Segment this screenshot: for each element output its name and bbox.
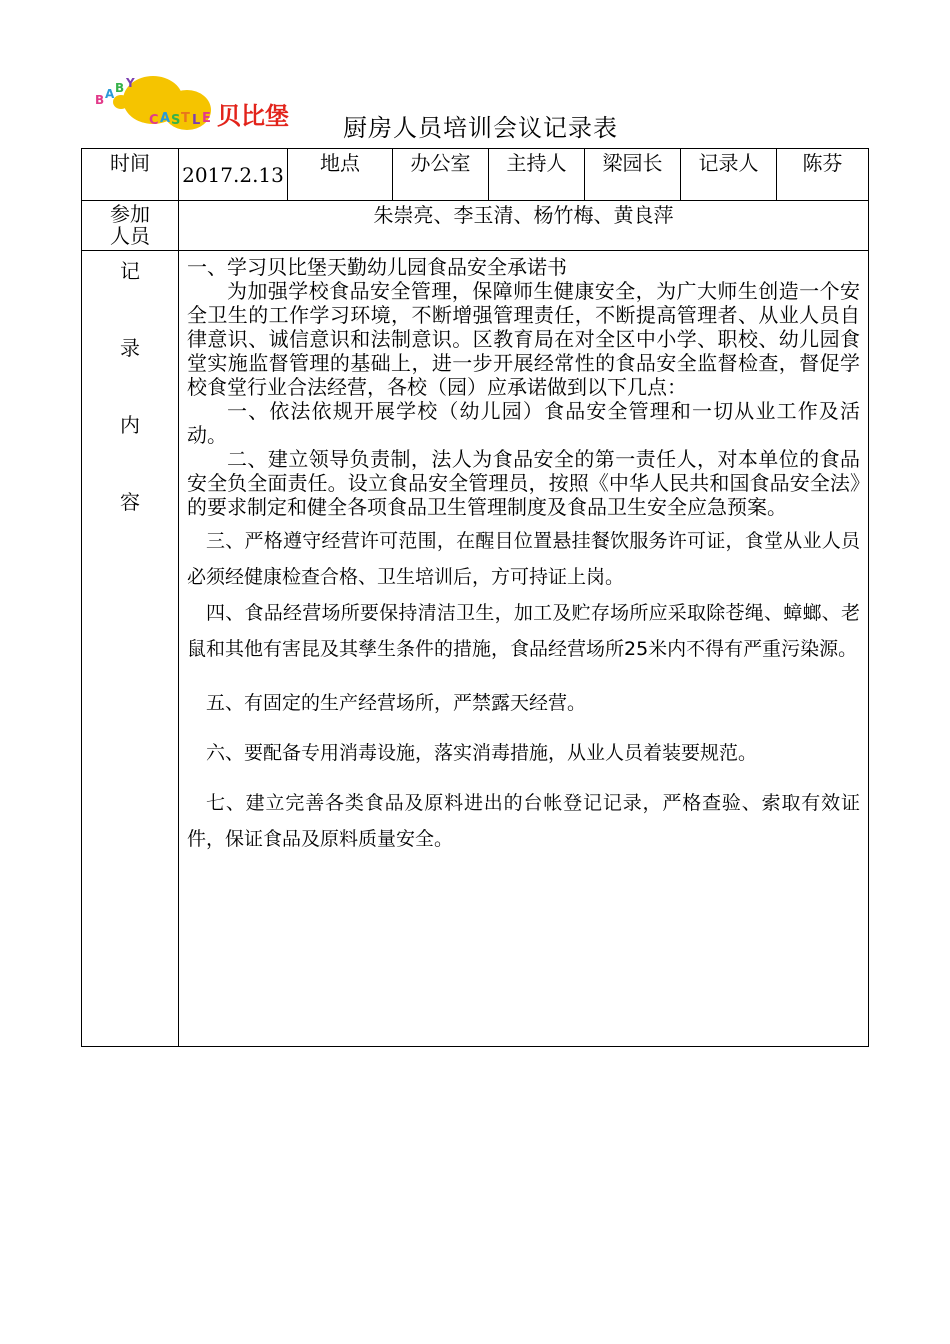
svg-text:B: B	[95, 93, 105, 107]
time-value: 2017.2.13	[179, 149, 288, 201]
table-row-content	[82, 251, 869, 1047]
content-paragraph: 三、严格遵守经营许可范围，在醒目位置悬挂餐饮服务许可证，食堂从业人员必须经健康检查合格、卫生培训后，方可持证上岗。	[187, 530, 860, 588]
svg-text:L: L	[192, 113, 201, 128]
host-label: 主持人	[489, 149, 585, 201]
svg-text:A: A	[160, 111, 171, 126]
svg-text:C: C	[149, 113, 159, 128]
page-title: 厨房人员培训会议记录表	[343, 114, 618, 142]
participants-value: 朱崇亮、李玉清、杨竹梅、黄良萍	[179, 201, 869, 251]
table-row-meta	[82, 149, 869, 201]
svg-text:S: S	[171, 113, 181, 128]
participants-label: 参加人员	[82, 201, 179, 251]
recorder-value: 陈芬	[777, 149, 869, 201]
place-value: 办公室	[393, 149, 489, 201]
meeting-record-table	[81, 148, 869, 1047]
baby-castle-logo	[95, 72, 335, 134]
svg-text:E: E	[202, 111, 211, 126]
content-paragraph: 为加强学校食品安全管理，保障师生健康安全，为广大师生创造一个安全卫生的工作学习环境，不断增强管理责任，不断提高管理者、从业人员自律意识、诚信意识和法制意识。区教育局在对全区中小学、职校、幼儿园食堂实施监督管理的基础上，进一步开展经常性的食品安全监督检查，督促学校食堂行业合法经营，各校（园）应承诺做到以下几点：	[187, 279, 860, 399]
host-value: 梁园长	[585, 149, 681, 201]
svg-text:B: B	[115, 81, 125, 95]
content-body	[179, 251, 869, 1047]
content-paragraph: 七、建立完善各类食品及原料进出的台帐登记记录，严格查验、索取有效证件，保证食品及原料质量安全。	[187, 792, 860, 850]
content-label: 记 录 内 容	[82, 251, 179, 1047]
recorder-label: 记录人	[681, 149, 777, 201]
content-paragraph: 一、依法依规开展学校（幼儿园）食品安全管理和一切从业工作及活动。	[187, 399, 860, 447]
svg-text:贝比堡: 贝比堡	[217, 102, 289, 130]
content-paragraph: 六、要配备专用消毒设施，落实消毒措施，从业人员着装要规范。	[206, 742, 758, 764]
content-paragraph: 四、食品经营场所要保持清洁卫生，加工及贮存场所应采取除苍绳、蟑螂、老鼠和其他有害昆及其孳生条件的措施，食品经营场所25米内不得有严重污染源。	[187, 602, 860, 660]
svg-text:Y: Y	[126, 76, 135, 90]
svg-text:T: T	[181, 111, 190, 126]
table-row-participants	[82, 201, 869, 251]
time-label: 时间	[82, 149, 179, 201]
content-paragraph: 五、有固定的生产经营场所，严禁露天经营。	[206, 692, 587, 714]
content-paragraph: 二、建立领导负责制，法人为食品安全的第一责任人，对本单位的食品安全负全面责任。设立食品安全管理员，按照《中华人民共和国食品安全法》的要求制定和健全各项食品卫生管理制度及食品卫生安全应急预案。	[187, 447, 860, 519]
svg-text:A: A	[105, 87, 115, 101]
content-heading: 一、学习贝比堡天勤幼儿园食品安全承诺书	[187, 255, 567, 279]
place-label: 地点	[288, 149, 393, 201]
